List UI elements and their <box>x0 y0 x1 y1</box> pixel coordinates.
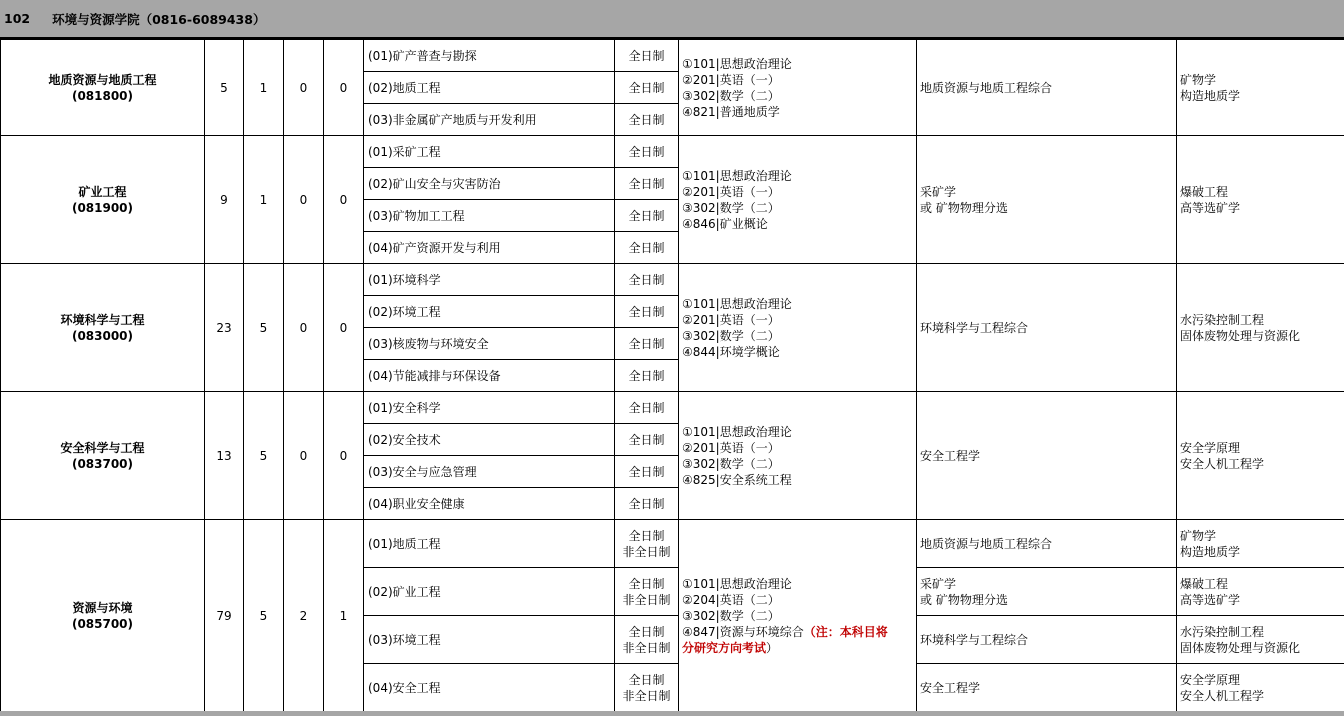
major-name: 矿业工程 <box>78 184 127 199</box>
study-mode <box>615 664 679 712</box>
study-mode: 全日制 <box>615 456 679 488</box>
count-col-4: 0 <box>324 264 364 392</box>
major-code: (081900) <box>71 200 134 215</box>
direction-name: (01)安全科学 <box>364 392 615 424</box>
direction-name: (01)采矿工程 <box>364 136 615 168</box>
additional-line: 安全学原理 <box>1180 440 1241 455</box>
retest-subject <box>917 664 1177 712</box>
direction-name: (04)节能减排与环保设备 <box>364 360 615 392</box>
table-row <box>1 520 1344 568</box>
additional-line: 高等选矿学 <box>1180 592 1241 607</box>
major-name: 环境科学与工程 <box>60 312 145 327</box>
study-mode: 全日制 <box>615 168 679 200</box>
study-mode <box>615 520 679 568</box>
retest-line: 或 矿物物理分选 <box>920 592 1008 607</box>
additional-subjects <box>1177 40 1344 136</box>
direction-name: (02)安全技术 <box>364 424 615 456</box>
direction-name: (01)环境科学 <box>364 264 615 296</box>
additional-line: 安全人机工程学 <box>1180 456 1265 471</box>
count-col-2: 5 <box>244 264 284 392</box>
additional-subjects <box>1177 616 1344 664</box>
count-col-4: 0 <box>324 136 364 264</box>
exam-subject: ④825|安全系统工程 <box>682 472 792 487</box>
count-col-4: 1 <box>324 520 364 712</box>
retest-line: 采矿学 <box>920 184 957 199</box>
study-mode-line: 全日制 <box>628 576 665 591</box>
exam-subjects <box>679 520 917 712</box>
study-mode: 全日制 <box>615 488 679 520</box>
major-name: 资源与环境 <box>72 600 133 615</box>
exam-subject: ③302|数学（二） <box>682 88 780 103</box>
study-mode <box>615 568 679 616</box>
study-mode: 全日制 <box>615 72 679 104</box>
admissions-table <box>0 39 1344 712</box>
retest-subject <box>917 264 1177 392</box>
count-col-3: 2 <box>284 520 324 712</box>
table-row <box>1 392 1344 424</box>
additional-line: 构造地质学 <box>1180 544 1241 559</box>
retest-line: 地质资源与地质工程综合 <box>920 536 1053 551</box>
exam-subject: ①101|思想政治理论 <box>682 296 792 311</box>
exam-note: 分研究方向考试 <box>682 640 767 655</box>
retest-line: 安全工程学 <box>920 680 981 695</box>
college-code: 102 <box>4 11 31 26</box>
exam-subject: ③302|数学（二） <box>682 608 780 623</box>
total-count: 79 <box>205 520 244 712</box>
major-cell <box>1 40 205 136</box>
study-mode: 全日制 <box>615 40 679 72</box>
major-code: (085700) <box>71 616 134 631</box>
additional-subjects <box>1177 136 1344 264</box>
additional-line: 固体废物处理与资源化 <box>1180 328 1301 343</box>
retest-subject <box>917 568 1177 616</box>
additional-line: 矿物学 <box>1180 72 1217 87</box>
exam-subject: ②201|英语（一） <box>682 440 780 455</box>
study-mode: 全日制 <box>615 264 679 296</box>
major-cell <box>1 264 205 392</box>
study-mode: 全日制 <box>615 200 679 232</box>
direction-name: (03)安全与应急管理 <box>364 456 615 488</box>
additional-subjects <box>1177 520 1344 568</box>
exam-note-tail: ） <box>766 640 779 655</box>
retest-subject <box>917 392 1177 520</box>
study-mode-line: 全日制 <box>628 672 665 687</box>
study-mode: 全日制 <box>615 104 679 136</box>
additional-line: 安全人机工程学 <box>1180 688 1265 703</box>
exam-subject: ④846|矿业概论 <box>682 216 768 231</box>
major-code: (083700) <box>71 456 134 471</box>
study-mode-line: 非全日制 <box>622 640 671 655</box>
exam-subjects <box>679 392 917 520</box>
additional-line: 安全学原理 <box>1180 672 1241 687</box>
study-mode-line: 全日制 <box>628 624 665 639</box>
direction-name: (01)地质工程 <box>364 520 615 568</box>
retest-line: 或 矿物物理分选 <box>920 200 1008 215</box>
exam-subject: ③302|数学（二） <box>682 456 780 471</box>
additional-line: 水污染控制工程 <box>1180 624 1265 639</box>
study-mode: 全日制 <box>615 136 679 168</box>
direction-name: (02)矿山安全与灾害防治 <box>364 168 615 200</box>
table-row <box>1 40 1344 72</box>
exam-subject: ④821|普通地质学 <box>682 104 780 119</box>
major-code: (083000) <box>71 328 134 343</box>
count-col-2: 5 <box>244 520 284 712</box>
additional-line: 水污染控制工程 <box>1180 312 1265 327</box>
exam-subject: ①101|思想政治理论 <box>682 424 792 439</box>
direction-name: (03)非金属矿产地质与开发利用 <box>364 104 615 136</box>
major-cell <box>1 520 205 712</box>
total-count: 13 <box>205 392 244 520</box>
retest-subject <box>917 40 1177 136</box>
direction-name: (03)环境工程 <box>364 616 615 664</box>
exam-subject: ④844|环境学概论 <box>682 344 780 359</box>
additional-line: 爆破工程 <box>1180 576 1229 591</box>
retest-subject <box>917 616 1177 664</box>
additional-line: 矿物学 <box>1180 528 1217 543</box>
study-mode: 全日制 <box>615 232 679 264</box>
exam-note: （注：本科目将 <box>803 624 888 639</box>
direction-name: (04)安全工程 <box>364 664 615 712</box>
count-col-4: 0 <box>324 40 364 136</box>
study-mode: 全日制 <box>615 328 679 360</box>
count-col-2: 1 <box>244 40 284 136</box>
exam-subjects <box>679 40 917 136</box>
count-col-3: 0 <box>284 136 324 264</box>
direction-name: (04)职业安全健康 <box>364 488 615 520</box>
exam-subject: ②201|英语（一） <box>682 312 780 327</box>
count-col-3: 0 <box>284 392 324 520</box>
study-mode: 全日制 <box>615 424 679 456</box>
exam-subject: ②204|英语（二） <box>682 592 780 607</box>
exam-subjects <box>679 264 917 392</box>
count-col-3: 0 <box>284 264 324 392</box>
exam-subject: ③302|数学（二） <box>682 328 780 343</box>
study-mode: 全日制 <box>615 392 679 424</box>
study-mode: 全日制 <box>615 360 679 392</box>
retest-line: 安全工程学 <box>920 448 981 463</box>
additional-line: 固体废物处理与资源化 <box>1180 640 1301 655</box>
additional-subjects <box>1177 264 1344 392</box>
retest-subject <box>917 520 1177 568</box>
table-row <box>1 136 1344 168</box>
study-mode: 全日制 <box>615 296 679 328</box>
count-col-3: 0 <box>284 40 324 136</box>
college-name: 环境与资源学院（0816-6089438） <box>52 11 266 27</box>
retest-subject <box>917 136 1177 264</box>
count-col-2: 5 <box>244 392 284 520</box>
additional-subjects <box>1177 392 1344 520</box>
major-cell <box>1 136 205 264</box>
retest-line: 采矿学 <box>920 576 957 591</box>
direction-name: (03)核废物与环境安全 <box>364 328 615 360</box>
direction-name: (03)矿物加工工程 <box>364 200 615 232</box>
study-mode-line: 全日制 <box>628 528 665 543</box>
retest-line: 环境科学与工程综合 <box>920 320 1029 335</box>
study-mode <box>615 616 679 664</box>
study-mode-line: 非全日制 <box>622 688 671 703</box>
exam-subject: ④847|资源与环境综合 <box>682 624 804 639</box>
additional-subjects <box>1177 664 1344 712</box>
total-count: 9 <box>205 136 244 264</box>
major-name: 安全科学与工程 <box>60 440 145 455</box>
exam-subjects <box>679 136 917 264</box>
additional-line: 爆破工程 <box>1180 184 1229 199</box>
exam-subject: ①101|思想政治理论 <box>682 56 792 71</box>
count-col-4: 0 <box>324 392 364 520</box>
exam-subject: ③302|数学（二） <box>682 200 780 215</box>
major-name: 地质资源与地质工程 <box>48 72 157 87</box>
retest-line: 环境科学与工程综合 <box>920 632 1029 647</box>
additional-subjects <box>1177 568 1344 616</box>
direction-name: (01)矿产普查与勘探 <box>364 40 615 72</box>
study-mode-line: 非全日制 <box>622 544 671 559</box>
major-code: (081800) <box>71 88 134 103</box>
total-count: 23 <box>205 264 244 392</box>
study-mode-line: 非全日制 <box>622 592 671 607</box>
additional-line: 构造地质学 <box>1180 88 1241 103</box>
direction-name: (02)矿业工程 <box>364 568 615 616</box>
exam-subject: ①101|思想政治理论 <box>682 168 792 183</box>
direction-name: (02)环境工程 <box>364 296 615 328</box>
direction-name: (02)地质工程 <box>364 72 615 104</box>
major-cell <box>1 392 205 520</box>
college-header-row <box>0 0 1344 39</box>
additional-line: 高等选矿学 <box>1180 200 1241 215</box>
next-section-bar <box>0 711 1344 716</box>
count-col-2: 1 <box>244 136 284 264</box>
direction-name: (04)矿产资源开发与利用 <box>364 232 615 264</box>
table-row <box>1 264 1344 296</box>
exam-subject: ①101|思想政治理论 <box>682 576 792 591</box>
exam-subject: ②201|英语（一） <box>682 72 780 87</box>
retest-line: 地质资源与地质工程综合 <box>920 80 1053 95</box>
exam-subject: ②201|英语（一） <box>682 184 780 199</box>
total-count: 5 <box>205 40 244 136</box>
